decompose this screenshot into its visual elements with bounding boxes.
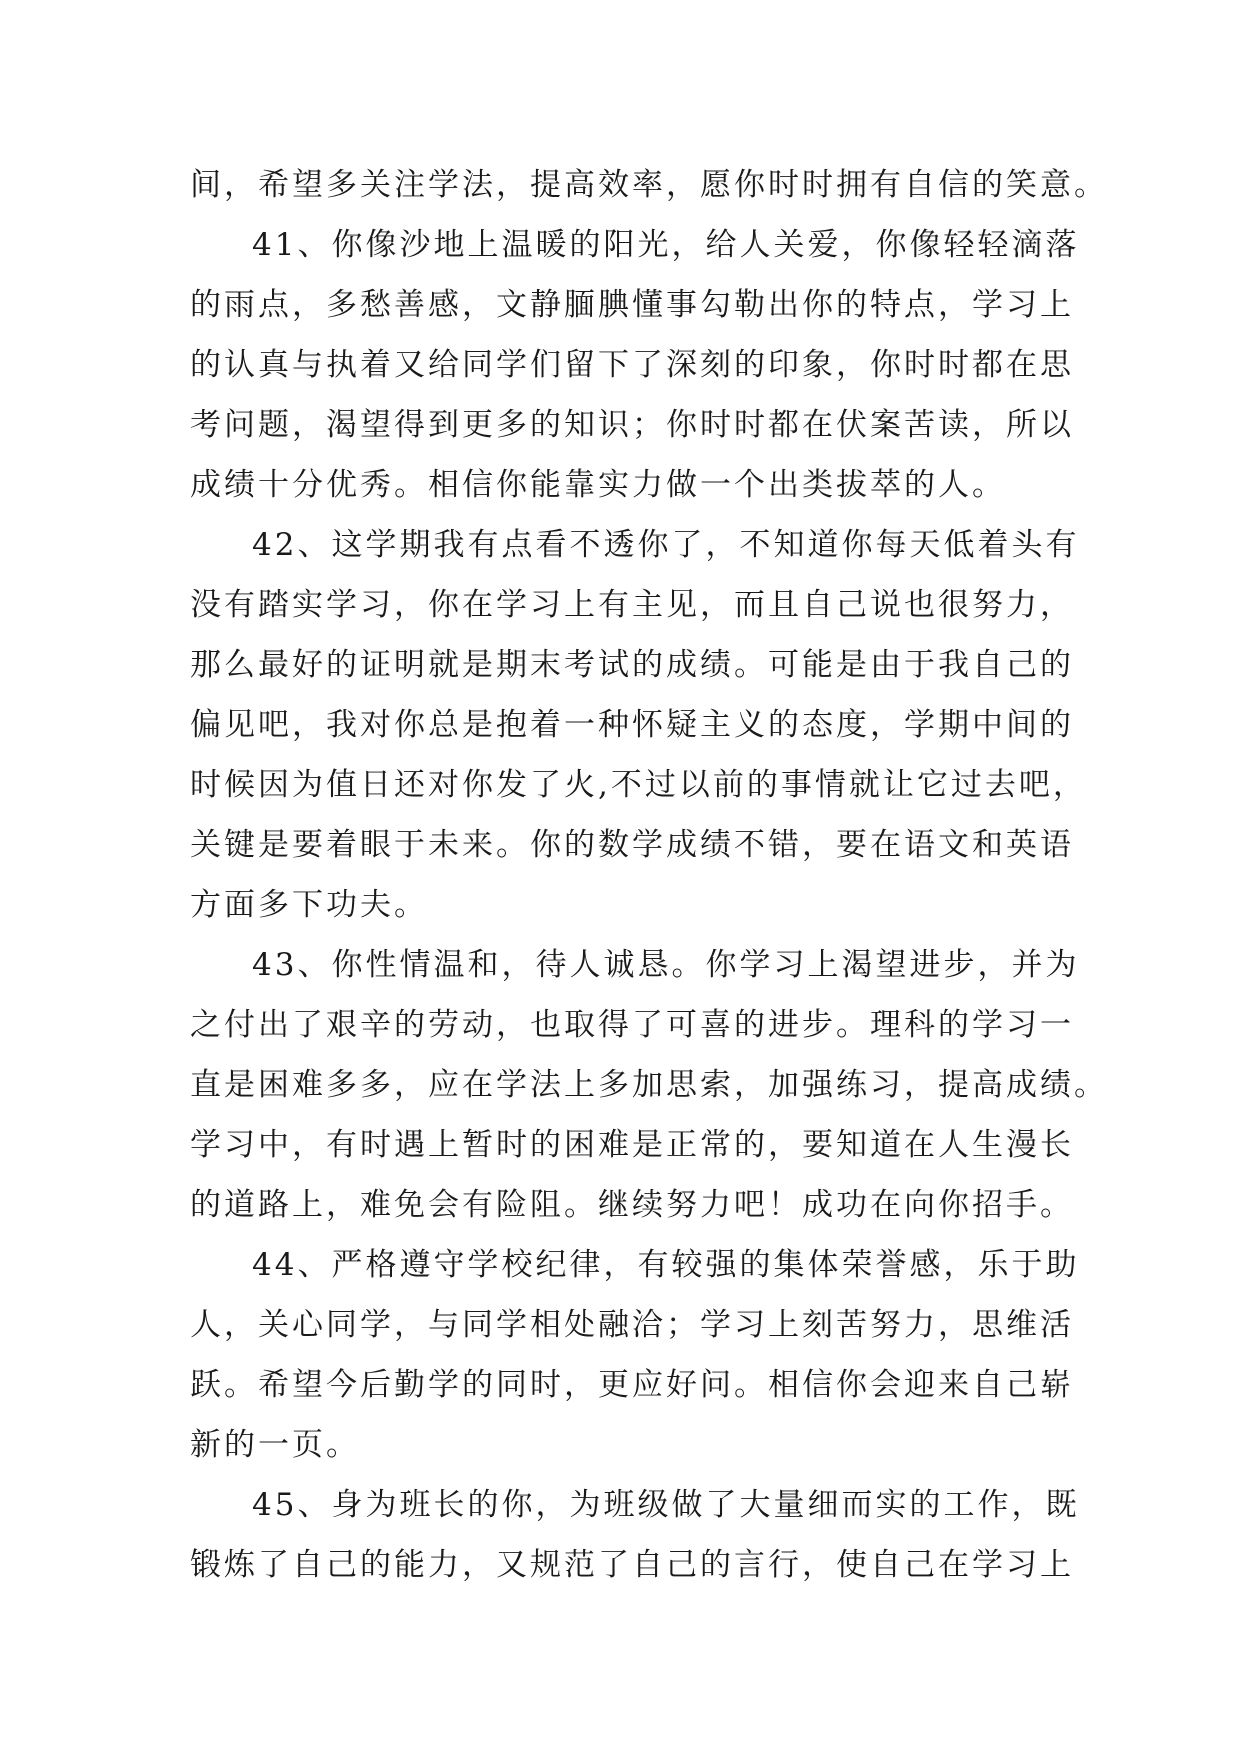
paragraph-first-line: 41、你像沙地上温暖的阳光，给人关爱，你像轻轻滴落: [252, 227, 1080, 263]
text-line: 考问题，渴望得到更多的知识；你时时都在伏案苦读，所以: [190, 407, 1074, 443]
paragraph-first-line: 42、这学期我有点看不透你了，不知道你每天低着头有: [252, 527, 1080, 563]
text-line: 跃。希望今后勤学的同时，更应好问。相信你会迎来自己崭: [190, 1367, 1074, 1403]
text-line: 时候因为值日还对你发了火,不过以前的事情就让它过去吧，: [190, 767, 1087, 803]
text-line: 间，希望多关注学法，提高效率，愿你时时拥有自信的笑意。: [190, 167, 1108, 203]
text-line: 之付出了艰辛的劳动，也取得了可喜的进步。理科的学习一: [190, 1007, 1074, 1043]
text-line: 偏见吧，我对你总是抱着一种怀疑主义的态度，学期中间的: [190, 707, 1074, 743]
text-line: 人，关心同学，与同学相处融洽；学习上刻苦努力，思维活: [190, 1307, 1074, 1343]
paragraph-first-line: 43、你性情温和，待人诚恳。你学习上渴望进步，并为: [252, 947, 1080, 983]
text-line: 的道路上，难免会有险阻。继续努力吧！成功在向你招手。: [190, 1187, 1074, 1223]
text-line: 的认真与执着又给同学们留下了深刻的印象，你时时都在思: [190, 347, 1074, 383]
paragraph-first-line: 45、身为班长的你，为班级做了大量细而实的工作，既: [252, 1487, 1080, 1523]
paragraph-first-line: 44、严格遵守学校纪律，有较强的集体荣誉感，乐于助: [252, 1247, 1080, 1283]
text-line: 没有踏实学习，你在学习上有主见，而且自己说也很努力，: [190, 587, 1074, 623]
text-line: 新的一页。: [190, 1427, 360, 1463]
text-line: 直是困难多多，应在学法上多加思索，加强练习，提高成绩。: [190, 1067, 1108, 1103]
body-text: [190, 155, 1108, 1595]
text-line: 方面多下功夫。: [190, 887, 428, 923]
text-line: 的雨点，多愁善感，文静腼腆懂事勾勒出你的特点，学习上: [190, 287, 1074, 323]
text-line: 那么最好的证明就是期末考试的成绩。可能是由于我自己的: [190, 647, 1074, 683]
text-line: 关键是要着眼于未来。你的数学成绩不错，要在语文和英语: [190, 827, 1074, 863]
text-line: 成绩十分优秀。相信你能靠实力做一个出类拔萃的人。: [190, 467, 1006, 503]
text-line: 学习中，有时遇上暂时的困难是正常的，要知道在人生漫长: [190, 1127, 1074, 1163]
text-line: 锻炼了自己的能力，又规范了自己的言行，使自己在学习上: [190, 1547, 1074, 1583]
